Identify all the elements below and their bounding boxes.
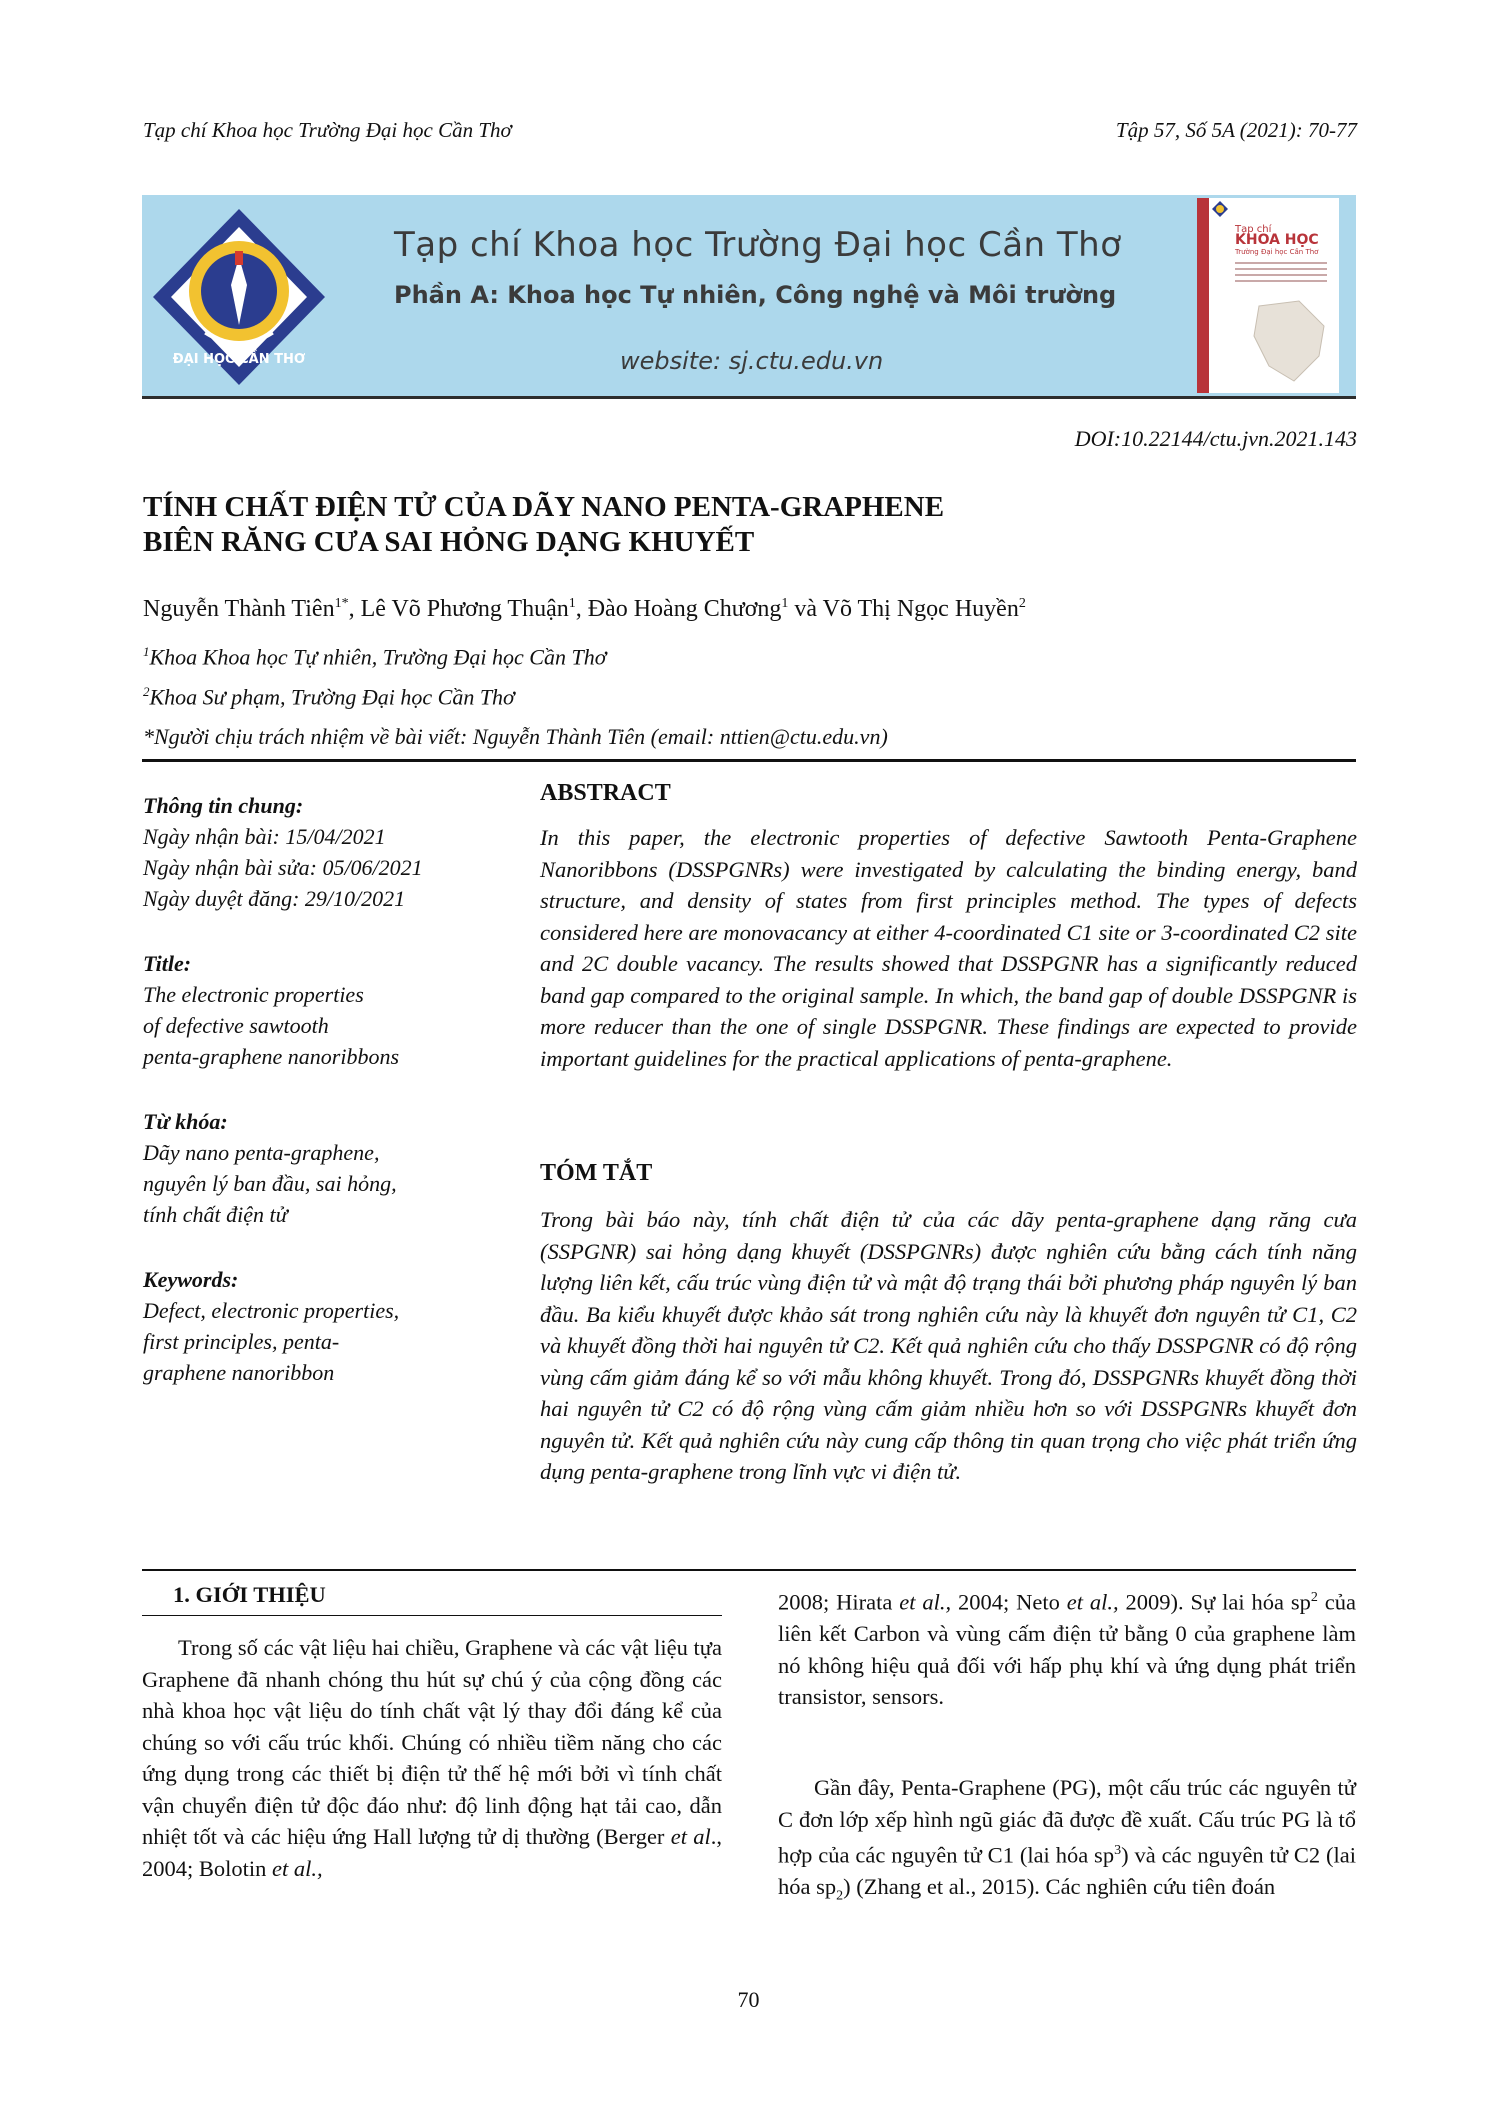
journal-banner — [142, 195, 1356, 399]
english-title-line: of defective sawtooth — [143, 1013, 329, 1038]
cover-brand-text: KHOA HỌC — [1235, 232, 1319, 248]
text-run: Gần đây, Penta-Graphene (PG), một cấu trúc các nguyên tử C đơn lớp xếp hình ngũ giác đã được đề xuất. Cấu trúc PG là tổ hợp của các nguyên tử C1 (lai hóa sp — [778, 1775, 1356, 1868]
author-name: Võ Thị Ngọc Huyền — [822, 596, 1019, 622]
author-sep: , — [348, 596, 361, 622]
section-heading-rule — [142, 1615, 722, 1616]
text-run: ., 2004; Bolotin — [142, 1824, 722, 1881]
vi-keyword-line: tính chất điện tử — [143, 1202, 288, 1227]
university-logo — [147, 205, 331, 389]
journal-cover-thumbnail — [1197, 198, 1339, 393]
en-keyword-line: first principles, penta- — [143, 1329, 340, 1354]
author-sep: , — [575, 596, 588, 622]
abstract-text: In this paper, the electronic properties of defective Sawtooth Penta-Graphene Nanoribbons (DSSPGNRs) were investigated by calculating the binding energy, band structure, and density of states from first principles method. The types of defects considered here are monovacancy at either 4-coordinated C1 site or 3-coordinated C2 site and 2C double vacancy. The results showed that DSSPGNR has a significantly reduced band gap compared to the original sample. In which, the band gap of double DSSPGNR is more reducer than the one of single DSSPGNR. These findings are expected to provide important guidelines for the practical applications of penta-graphene. — [540, 825, 1357, 1071]
vi-keyword-line: nguyên lý ban đầu, sai hỏng, — [143, 1171, 397, 1196]
affiliation-mark: 1 — [143, 644, 150, 659]
intro-paragraph-left — [142, 1632, 722, 1884]
banner-title: Tạp chí Khoa học Trường Đại học Cần Thơ — [394, 225, 1122, 265]
logo-text: ĐẠI HỌC CẦN THƠ — [172, 352, 306, 367]
affiliation-mark: 2 — [143, 684, 150, 699]
page-number: 70 — [737, 1987, 760, 2012]
vi-keyword-line: Dãy nano penta-graphene, — [143, 1140, 380, 1165]
doi: DOI:10.22144/ctu.jvn.2021.143 — [1074, 426, 1357, 451]
text-run: 2004; Neto — [951, 1589, 1067, 1615]
superscript: 2 — [1310, 1590, 1318, 1605]
english-title-block — [143, 948, 498, 1072]
banner-website: website: sj.ctu.edu.vn — [620, 347, 884, 375]
abstract-divider — [142, 1569, 1356, 1571]
text-run: et al — [670, 1824, 711, 1849]
cover-logo-icon — [1211, 200, 1229, 218]
superscript: 3 — [1114, 1843, 1122, 1858]
affiliation-text: Khoa Khoa học Tự nhiên, Trường Đại học Cần Thơ — [149, 644, 607, 670]
vietnamese-keywords — [143, 1106, 498, 1230]
en-keywords-heading: Keywords: — [143, 1267, 239, 1292]
cover-sub-text: Trường Đại học Cần Thơ — [1235, 248, 1319, 256]
text-run: Trong số các vật liệu hai chiều, Graphene và các vật liệu tựa Graphene đã nhanh chóng thu hút sự chú ý của cộng đồng các nhà khoa học vật liệu do tính chất vật lý thay đổi đáng kể của chúng so với cấu trúc khối. Chúng có nhiều tiềm năng cho các ứng dụng trong các thiết bị điện tử thế hệ mới bởi vì tính chất vận chuyển điện tử độc đáo như: độ linh động hạt tải cao, dẫn nhiệt tốt và các hiệu ứng Hall lượng tử dị thường (Berger — [142, 1635, 722, 1849]
author-affil-mark: 1 — [568, 596, 576, 611]
author-name: Nguyễn Thành Tiên — [143, 596, 335, 622]
section-heading: 1. GIỚI THIỆU — [173, 1582, 326, 1607]
text-run: của liên kết Carbon và vùng cấm điện tử bằng 0 của graphene làm nó không hiệu quả đối với hấp phụ khí và ứng dụng phát triển transistor, sensors. — [778, 1589, 1356, 1709]
english-title-line: The electronic properties — [143, 982, 364, 1007]
affiliation — [143, 684, 515, 710]
info-heading: Thông tin chung: — [143, 793, 304, 818]
en-keyword-line: Defect, electronic properties, — [143, 1298, 400, 1323]
author-sep: và — [788, 596, 823, 622]
author-affil-mark: 2 — [1018, 596, 1026, 611]
header-divider — [142, 759, 1356, 762]
cover-small-text: Tạp chí — [1235, 224, 1272, 235]
author-affil-mark: 1 — [781, 596, 789, 611]
banner-subtitle: Phần A: Khoa học Tự nhiên, Công nghệ và Môi trường — [394, 281, 1117, 309]
affiliation — [143, 644, 606, 670]
text-run: 2008; Hirata — [778, 1589, 900, 1615]
english-keywords — [143, 1264, 498, 1388]
subscript: 2 — [836, 1888, 844, 1904]
info-line: Ngày duyệt đăng: 29/10/2021 — [143, 886, 406, 911]
article-info — [143, 790, 498, 914]
info-line: Ngày nhận bài: 15/04/2021 — [143, 824, 386, 849]
tom-tat-text: Trong bài báo này, tính chất điện tử của các dãy penta-graphene dạng răng cưa (SSPGNR) sai hỏng dạng khuyết (DSSPGNRs) được nghiên cứu bằng cách tính năng lượng liên kết, cấu trúc vùng điện tử và mật độ trạng thái bởi phương pháp nguyên lý ban đầu. Ba kiểu khuyết được khảo sát trong nghiên cứu này là khuyết đơn nguyên tử C1, C2 và khuyết đồng thời hai nguyên tử C2. Kết quả nghiên cứu cho thấy DSSPGNR có độ rộng vùng cấm giảm đáng kể so với mẫu không khuyết. Trong đó, DSSPGNRs khuyết đồng thời hai nguyên tử C2 có độ rộng vùng cấm giảm nhiều hơn so với DSSPGNRs khuyết đơn nguyên tử. Kết quả nghiên cứu này cung cấp thông tin quan trọng cho việc phát triển ứng dụng penta-graphene trong lĩnh vực vi điện tử. — [540, 1207, 1357, 1484]
title-line: TÍNH CHẤT ĐIỆN TỬ CỦA DÃY NANO PENTA-GRAPHENE — [143, 491, 945, 523]
vi-keywords-heading: Từ khóa: — [143, 1109, 228, 1134]
cover-map-graphic — [1249, 296, 1329, 386]
author-list — [143, 596, 1026, 623]
intro-paragraph-right-2 — [778, 1772, 1356, 1912]
intro-paragraph-right-1 — [778, 1582, 1356, 1713]
affiliation-text: Khoa Sư phạm, Trường Đại học Cần Thơ — [149, 684, 515, 710]
title-heading: Title: — [143, 951, 192, 976]
corresponding-author: *Người chịu trách nhiệm về bài viết: Nguyễn Thành Tiên (email: nttien@ctu.edu.vn) — [143, 724, 888, 749]
cover-brand — [1235, 224, 1319, 258]
text-run: ) và các nguyên tử C2 (lai hóa sp — [778, 1842, 1356, 1899]
text-run: ) (Zhang et al., 2015). Các nghiên cứu tiên đoán — [843, 1874, 1276, 1899]
text-run: et al., — [1066, 1589, 1119, 1615]
running-journal-title: Tạp chí Khoa học Trường Đại học Cần Thơ — [143, 118, 512, 142]
text-run: et al., — [272, 1855, 323, 1881]
running-issue-info: Tập 57, Số 5A (2021): 70-77 — [1115, 118, 1357, 142]
text-run: 2009). Sự lai hóa sp — [1118, 1589, 1311, 1615]
author-affil-mark: 1* — [334, 596, 349, 611]
tom-tat-heading: TÓM TẮT — [540, 1160, 653, 1186]
english-title-line: penta-graphene nanoribbons — [143, 1044, 400, 1069]
title-line: BIÊN RĂNG CƯA SAI HỎNG DẠNG KHUYẾT — [143, 526, 755, 558]
text-run: et al., — [899, 1589, 952, 1615]
author-name: Đào Hoàng Chương — [587, 596, 782, 622]
author-name: Lê Võ Phương Thuận — [360, 596, 569, 622]
info-line: Ngày nhận bài sửa: 05/06/2021 — [143, 855, 423, 880]
cover-text-lines — [1235, 262, 1327, 286]
abstract-heading: ABSTRACT — [540, 780, 671, 806]
en-keyword-line: graphene nanoribbon — [143, 1360, 335, 1385]
paper-title — [143, 490, 1143, 560]
